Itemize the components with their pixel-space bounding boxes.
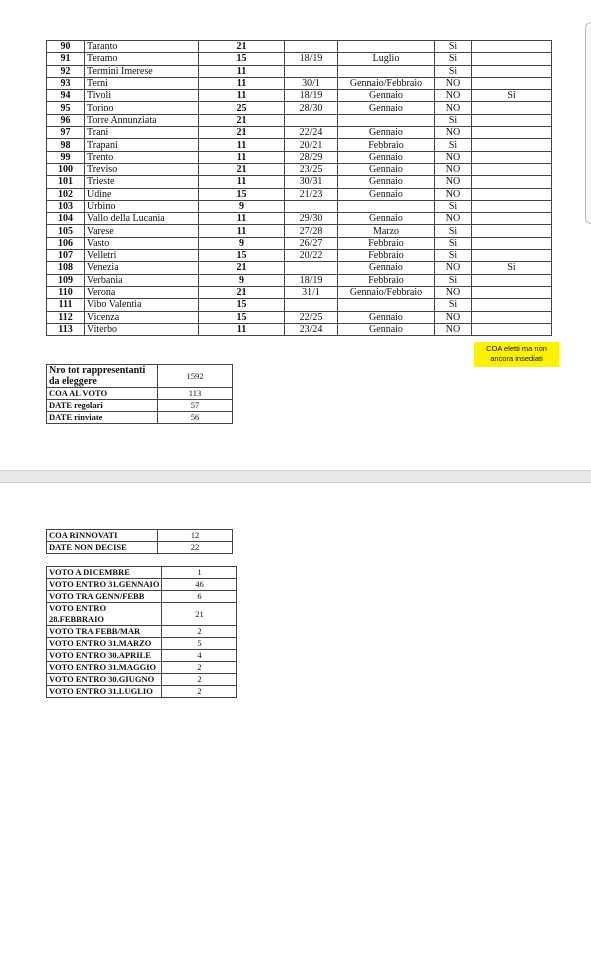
- city-cell: Verbania: [85, 274, 199, 286]
- coa-count-cell: 9: [199, 200, 285, 212]
- status-cell: NO: [435, 77, 472, 89]
- row-label: VOTO TRA GENN/FEBB: [47, 591, 162, 603]
- table-row: [47, 163, 552, 175]
- coa-elected-cell: [472, 213, 552, 225]
- coa-count-cell: 11: [199, 213, 285, 225]
- status-cell: NO: [435, 151, 472, 163]
- coa-elected-cell: Si: [472, 90, 552, 102]
- row-number-cell: 94: [47, 90, 85, 102]
- coa-elected-cell: [472, 311, 552, 323]
- coa-count-cell: 15: [199, 299, 285, 311]
- dates-cell: 28/29: [285, 151, 338, 163]
- table-row: [47, 250, 552, 262]
- city-cell: Tivoli: [85, 90, 199, 102]
- row-number-cell: 103: [47, 200, 85, 212]
- coa-elected-cell: [472, 176, 552, 188]
- elections-table: [46, 40, 552, 336]
- coa-elected-cell: [472, 274, 552, 286]
- row-value: 56: [158, 412, 233, 424]
- status-cell: Si: [435, 41, 472, 53]
- row-number-cell: 95: [47, 102, 85, 114]
- table-row: [47, 388, 233, 400]
- coa-count-cell: 11: [199, 77, 285, 89]
- month-cell: Gennaio: [338, 213, 435, 225]
- document-page-1: [0, 0, 591, 471]
- table-row: [47, 53, 552, 65]
- city-cell: Velletri: [85, 250, 199, 262]
- note-line-1: COA eletti ma non: [486, 344, 547, 353]
- table-row: [47, 638, 237, 650]
- month-cell: Gennaio: [338, 127, 435, 139]
- table-row: [47, 567, 237, 579]
- row-value: 6: [162, 591, 237, 603]
- coa-count-cell: 21: [199, 127, 285, 139]
- status-cell: Si: [435, 200, 472, 212]
- table-row: [47, 650, 237, 662]
- coa-count-cell: 9: [199, 237, 285, 249]
- row-number-cell: 102: [47, 188, 85, 200]
- table-row: [47, 139, 552, 151]
- row-value: 1: [162, 567, 237, 579]
- month-cell: Gennaio: [338, 188, 435, 200]
- dates-cell: 27/28: [285, 225, 338, 237]
- dates-cell: [285, 262, 338, 274]
- coa-count-cell: 21: [199, 114, 285, 126]
- coa-elected-cell: [472, 200, 552, 212]
- city-cell: Trapani: [85, 139, 199, 151]
- row-number-cell: 109: [47, 274, 85, 286]
- row-value: 2: [162, 674, 237, 686]
- dates-cell: 18/19: [285, 53, 338, 65]
- dates-cell: 26/27: [285, 237, 338, 249]
- dates-cell: 31/1: [285, 286, 338, 298]
- coa-count-cell: 11: [199, 151, 285, 163]
- table-row: [47, 176, 552, 188]
- city-cell: Torino: [85, 102, 199, 114]
- row-number-cell: 111: [47, 299, 85, 311]
- coa-count-cell: 11: [199, 139, 285, 151]
- row-number-cell: 93: [47, 77, 85, 89]
- row-number-cell: 100: [47, 163, 85, 175]
- status-cell: Si: [435, 139, 472, 151]
- row-value: 21: [162, 603, 237, 626]
- coa-count-cell: 11: [199, 323, 285, 335]
- document-page-2: [0, 482, 591, 961]
- row-value: 2: [162, 686, 237, 698]
- status-cell: NO: [435, 262, 472, 274]
- row-number-cell: 91: [47, 53, 85, 65]
- month-cell: Marzo: [338, 225, 435, 237]
- month-cell: [338, 299, 435, 311]
- dates-cell: 18/19: [285, 274, 338, 286]
- table-row: [47, 542, 233, 554]
- coa-elected-cell: [472, 323, 552, 335]
- table-row: [47, 579, 237, 591]
- table-row: [47, 674, 237, 686]
- table-row: [47, 662, 237, 674]
- status-cell: NO: [435, 90, 472, 102]
- month-cell: [338, 41, 435, 53]
- city-cell: Urbino: [85, 200, 199, 212]
- coa-elected-cell: [472, 188, 552, 200]
- coa-count-cell: 11: [199, 225, 285, 237]
- table-row: [47, 603, 237, 626]
- month-cell: Gennaio: [338, 311, 435, 323]
- row-label: VOTO ENTRO 31.LUGLIO: [47, 686, 162, 698]
- table-row: [47, 77, 552, 89]
- row-label: DATE regolari: [47, 400, 158, 412]
- row-number-cell: 105: [47, 225, 85, 237]
- status-cell: NO: [435, 311, 472, 323]
- row-value: 46: [162, 579, 237, 591]
- table-row: [47, 127, 552, 139]
- status-cell: NO: [435, 176, 472, 188]
- coa-count-cell: 25: [199, 102, 285, 114]
- table-row: [47, 311, 552, 323]
- note-line-2: ancora insediati: [490, 354, 543, 363]
- row-number-cell: 106: [47, 237, 85, 249]
- table-row: [47, 200, 552, 212]
- row-number-cell: 107: [47, 250, 85, 262]
- coa-elected-cell: [472, 250, 552, 262]
- dates-cell: [285, 65, 338, 77]
- table-row: [47, 262, 552, 274]
- table-row: [47, 90, 552, 102]
- month-cell: Gennaio: [338, 151, 435, 163]
- city-cell: Terni: [85, 77, 199, 89]
- table-row: [47, 237, 552, 249]
- coa-count-cell: 21: [199, 286, 285, 298]
- row-number-cell: 101: [47, 176, 85, 188]
- month-cell: Febbraio: [338, 139, 435, 151]
- row-label: VOTO ENTRO 30.GIUGNO: [47, 674, 162, 686]
- summary-heading: Nro tot rappresentanti da eleggere: [47, 365, 158, 388]
- coa-elected-cell: [472, 163, 552, 175]
- dates-cell: 23/25: [285, 163, 338, 175]
- dates-cell: 30/1: [285, 77, 338, 89]
- table-row: [47, 151, 552, 163]
- coa-elected-cell: [472, 286, 552, 298]
- row-number-cell: 104: [47, 213, 85, 225]
- row-value: 12: [158, 530, 233, 542]
- city-cell: Vallo della Lucania: [85, 213, 199, 225]
- city-cell: Teramo: [85, 53, 199, 65]
- city-cell: Viterbo: [85, 323, 199, 335]
- row-number-cell: 92: [47, 65, 85, 77]
- row-value: 2: [162, 662, 237, 674]
- status-cell: Si: [435, 237, 472, 249]
- row-value: 5: [162, 638, 237, 650]
- city-cell: Vibo Valentia: [85, 299, 199, 311]
- table-row: [47, 274, 552, 286]
- row-value: 2: [162, 626, 237, 638]
- month-cell: Febbraio: [338, 274, 435, 286]
- row-number-cell: 113: [47, 323, 85, 335]
- table-row: [47, 400, 233, 412]
- status-cell: Si: [435, 250, 472, 262]
- month-cell: Gennaio: [338, 176, 435, 188]
- row-label: VOTO TRA FEBB/MAR: [47, 626, 162, 638]
- status-cell: NO: [435, 323, 472, 335]
- row-label: VOTO A DICEMBRE: [47, 567, 162, 579]
- status-cell: Si: [435, 65, 472, 77]
- city-cell: Torre Annunziata: [85, 114, 199, 126]
- dates-cell: 22/25: [285, 311, 338, 323]
- renewed-table: [46, 529, 233, 554]
- scrollbar[interactable]: [585, 22, 591, 224]
- dates-cell: 23/24: [285, 323, 338, 335]
- dates-cell: 21/23: [285, 188, 338, 200]
- row-number-cell: 98: [47, 139, 85, 151]
- coa-count-cell: 21: [199, 41, 285, 53]
- month-cell: Gennaio: [338, 262, 435, 274]
- table-row: [47, 102, 552, 114]
- votes-table: [46, 566, 237, 698]
- status-cell: Si: [435, 114, 472, 126]
- month-cell: Gennaio/Febbraio: [338, 286, 435, 298]
- dates-cell: [285, 114, 338, 126]
- month-cell: Gennaio: [338, 90, 435, 102]
- row-label: COA AL VOTO: [47, 388, 158, 400]
- coa-elected-cell: Si: [472, 262, 552, 274]
- coa-elected-cell: [472, 299, 552, 311]
- dates-cell: 22/24: [285, 127, 338, 139]
- coa-count-cell: 11: [199, 65, 285, 77]
- coa-count-cell: 15: [199, 311, 285, 323]
- table-row: [47, 188, 552, 200]
- status-cell: NO: [435, 188, 472, 200]
- coa-elected-cell: [472, 77, 552, 89]
- row-label: COA RINNOVATI: [47, 530, 158, 542]
- month-cell: Febbraio: [338, 250, 435, 262]
- row-label: VOTO ENTRO 31.GENNAIO: [47, 579, 162, 591]
- coa-count-cell: 9: [199, 274, 285, 286]
- dates-cell: 18/19: [285, 90, 338, 102]
- month-cell: Gennaio: [338, 323, 435, 335]
- table-row: [47, 225, 552, 237]
- coa-elected-cell: [472, 127, 552, 139]
- coa-count-cell: 21: [199, 262, 285, 274]
- coa-elected-cell: [472, 65, 552, 77]
- dates-cell: [285, 200, 338, 212]
- row-value: 57: [158, 400, 233, 412]
- row-number-cell: 97: [47, 127, 85, 139]
- row-label: DATE rinviate: [47, 412, 158, 424]
- coa-elected-cell: [472, 139, 552, 151]
- coa-elected-cell: [472, 41, 552, 53]
- status-cell: NO: [435, 127, 472, 139]
- coa-count-cell: 15: [199, 250, 285, 262]
- row-number-cell: 99: [47, 151, 85, 163]
- table-row: [47, 299, 552, 311]
- month-cell: Gennaio: [338, 102, 435, 114]
- row-number-cell: 112: [47, 311, 85, 323]
- month-cell: Gennaio/Febbraio: [338, 77, 435, 89]
- month-cell: Gennaio: [338, 163, 435, 175]
- row-value: 22: [158, 542, 233, 554]
- coa-elected-cell: [472, 53, 552, 65]
- table-row: [47, 323, 552, 335]
- row-number-cell: 108: [47, 262, 85, 274]
- coa-elected-cell: [472, 102, 552, 114]
- status-cell: NO: [435, 213, 472, 225]
- table-row: [47, 213, 552, 225]
- coa-count-cell: 11: [199, 176, 285, 188]
- row-value: 113: [158, 388, 233, 400]
- month-cell: [338, 114, 435, 126]
- city-cell: Venezia: [85, 262, 199, 274]
- note-box: [474, 342, 559, 367]
- status-cell: NO: [435, 163, 472, 175]
- city-cell: Vasto: [85, 237, 199, 249]
- table-row: [47, 530, 233, 542]
- status-cell: NO: [435, 286, 472, 298]
- status-cell: Si: [435, 225, 472, 237]
- city-cell: Udine: [85, 188, 199, 200]
- table-row: [47, 686, 237, 698]
- row-number-cell: 90: [47, 41, 85, 53]
- status-cell: Si: [435, 53, 472, 65]
- row-label: VOTO ENTRO 28.FEBBRAIO: [47, 603, 162, 626]
- dates-cell: [285, 41, 338, 53]
- dates-cell: 30/31: [285, 176, 338, 188]
- coa-elected-cell: [472, 151, 552, 163]
- row-number-cell: 110: [47, 286, 85, 298]
- month-cell: Febbraio: [338, 237, 435, 249]
- coa-elected-cell: [472, 114, 552, 126]
- row-label: VOTO ENTRO 31.MAGGIO: [47, 662, 162, 674]
- city-cell: Taranto: [85, 41, 199, 53]
- city-cell: Verona: [85, 286, 199, 298]
- row-number-cell: 96: [47, 114, 85, 126]
- dates-cell: [285, 299, 338, 311]
- month-cell: Luglio: [338, 53, 435, 65]
- dates-cell: 20/22: [285, 250, 338, 262]
- dates-cell: 29/30: [285, 213, 338, 225]
- table-row: [47, 114, 552, 126]
- city-cell: Treviso: [85, 163, 199, 175]
- dates-cell: 20/21: [285, 139, 338, 151]
- table-row: [47, 65, 552, 77]
- row-value: 4: [162, 650, 237, 662]
- city-cell: Vicenza: [85, 311, 199, 323]
- dates-cell: 28/30: [285, 102, 338, 114]
- city-cell: Varese: [85, 225, 199, 237]
- city-cell: Trieste: [85, 176, 199, 188]
- summary-table: [46, 364, 233, 424]
- status-cell: NO: [435, 102, 472, 114]
- month-cell: [338, 65, 435, 77]
- row-label: DATE NON DECISE: [47, 542, 158, 554]
- coa-count-cell: 15: [199, 188, 285, 200]
- status-cell: Si: [435, 274, 472, 286]
- coa-elected-cell: [472, 237, 552, 249]
- summary-heading-value: 1592: [158, 365, 233, 388]
- row-label: VOTO ENTRO 31.MARZO: [47, 638, 162, 650]
- table-row: [47, 41, 552, 53]
- status-cell: Si: [435, 299, 472, 311]
- coa-elected-cell: [472, 225, 552, 237]
- table-row: [47, 626, 237, 638]
- city-cell: Termini Imerese: [85, 65, 199, 77]
- coa-count-cell: 11: [199, 90, 285, 102]
- table-row: [47, 286, 552, 298]
- table-row: [47, 412, 233, 424]
- city-cell: Trento: [85, 151, 199, 163]
- city-cell: Trani: [85, 127, 199, 139]
- coa-count-cell: 21: [199, 163, 285, 175]
- month-cell: [338, 200, 435, 212]
- table-row: [47, 591, 237, 603]
- coa-count-cell: 15: [199, 53, 285, 65]
- row-label: VOTO ENTRO 30.APRILE: [47, 650, 162, 662]
